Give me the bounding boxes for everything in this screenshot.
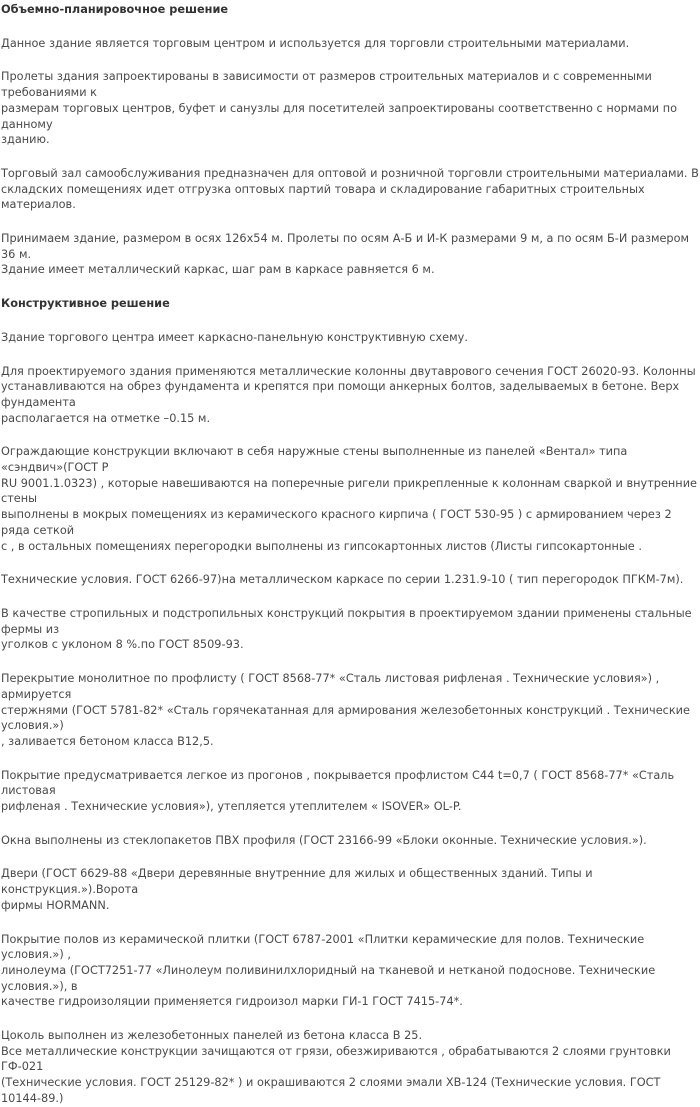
paragraph-spans-design: Пролеты здания запроектированы в зависимости от размеров строительных материалов и с современными требованиями к размерам торговых центров, буфет и санузлы для посетителей запроектированы соответственно с нормами по данному зданию.: [1, 70, 678, 147]
paragraph-plinth-and-coatings: Цоколь выполнен из железобетонных панелей из бетона класса В 25. Все металлические конструкции зачищаются от грязи, обезжириваются , обрабатываются 2 слоями грунтовки ГФ-021 (Технические условия. ГОСТ 25129-82* ) и окрашиваются 2 слоями эмали ХВ-124 (Технические условия. ГОСТ 10144-89.): [1, 1029, 671, 1105]
paragraph-trusses: В качестве стропильных и подстропильных конструкций покрытия в проектируемом здании применены стальные фермы из уголков с уклоном 8 %.по ГОСТ 8509-93.: [1, 606, 692, 652]
paragraph-technical-conditions: Технические условия. ГОСТ 6266-97)на металлическом каркасе по серии 1.231.9-10 ( тип перегородок ПГКМ-7м).: [1, 573, 684, 587]
paragraph-structural-scheme: Здание торгового центра имеет каркасно-панельную конструктивную схему.: [1, 330, 468, 344]
paragraph-roofing: Покрытие предусматривается легкое из прогонов , покрывается профлистом С44 t=0,7 ( ГОСТ 8568-77* «Сталь листовая рифленая . Технические условия»), утепляется утеплителем « ISOVER» OL-P.: [1, 768, 675, 814]
paragraph-windows: Окна выполнены из стеклопакетов ПВХ профиля (ГОСТ 23166-99 «Блоки оконные. Технические условия.»).: [1, 833, 647, 847]
section-heading-space-planning: Объемно-планировочное решение: [1, 3, 229, 16]
paragraph-sales-hall: Торговый зал самообслуживания предназначен для оптовой и розничной торговли строительными материалами. В складских помещениях идет отгрузка оптовых партий товара и складирование габаритных строительных материалов.: [1, 166, 699, 212]
section-heading-structural: Конструктивное решение: [1, 297, 170, 311]
paragraph-building-purpose: Данное здание является торговым центром и используется для торговли строительными материалами.: [1, 36, 630, 50]
paragraph-doors: Двери (ГОСТ 6629-88 «Двери деревянные внутренние для жилых и общественных зданий. Типы и конструкция.»).Ворота фирмы HORMANN.: [1, 867, 593, 912]
paragraph-columns: Для проектируемого здания применяются металлические колонны двутаврового сечения ГОСТ 26020-93. Колонны устанавливаются на обрез фундамента и крепятся при помощи анкерных болтов, заделываемых в бетоне. Верх фундамента располагается на отметке –0.15 м.: [1, 364, 696, 425]
paragraph-enclosing-structures: Ограждающие конструкции включают в себя наружные стены выполненные из панелей «Вентал» типа «сэндвич»(ГОСТ Р RU 9001.1.0323) , которые навешиваются на поперечные ригели прикрепленные к колоннам сваркой и внутренние стены выполнены в мокрых помещениях из керамического красного кирпича ( ГОСТ 530-95 ) с армированием через 2 ряда сеткой с , в остальных помещениях перегородки выполнены из гипсокартонных листов (Листы гипсокартонные .: [1, 445, 697, 553]
paragraph-flooring: Покрытие полов из керамической плитки (ГОСТ 6787-2001 «Плитки керамические для полов. Технические условия.») , линолеума (ГОСТ7251-77 «Линолеум поливинилхлоридный на тканевой и нетканой подоснове. Технические условия.»), в качестве гидроизоляции применяется гидроизол марки ГИ-1 ГОСТ 7415-74*.: [1, 932, 656, 1009]
paragraph-floor-slab: Перекрытие монолитное по профлисту ( ГОСТ 8568-77* «Сталь листовая рифленая . Технические условия») , армируется стержнями (ГОСТ 5781-82* «Сталь горячекатанная для армирования железобетонных конструкций . Технические условия.») , заливается бетоном класса В12,5.: [1, 672, 690, 748]
paragraph-building-dimensions: Принимаем здание, размером в осях 126х54 м. Пролеты по осям А-Б и И-К размерами 9 м, а по осям Б-И размером 36 м. Здание имеет металлический каркас, шаг рам в каркасе равняется 6 м.: [1, 232, 690, 277]
